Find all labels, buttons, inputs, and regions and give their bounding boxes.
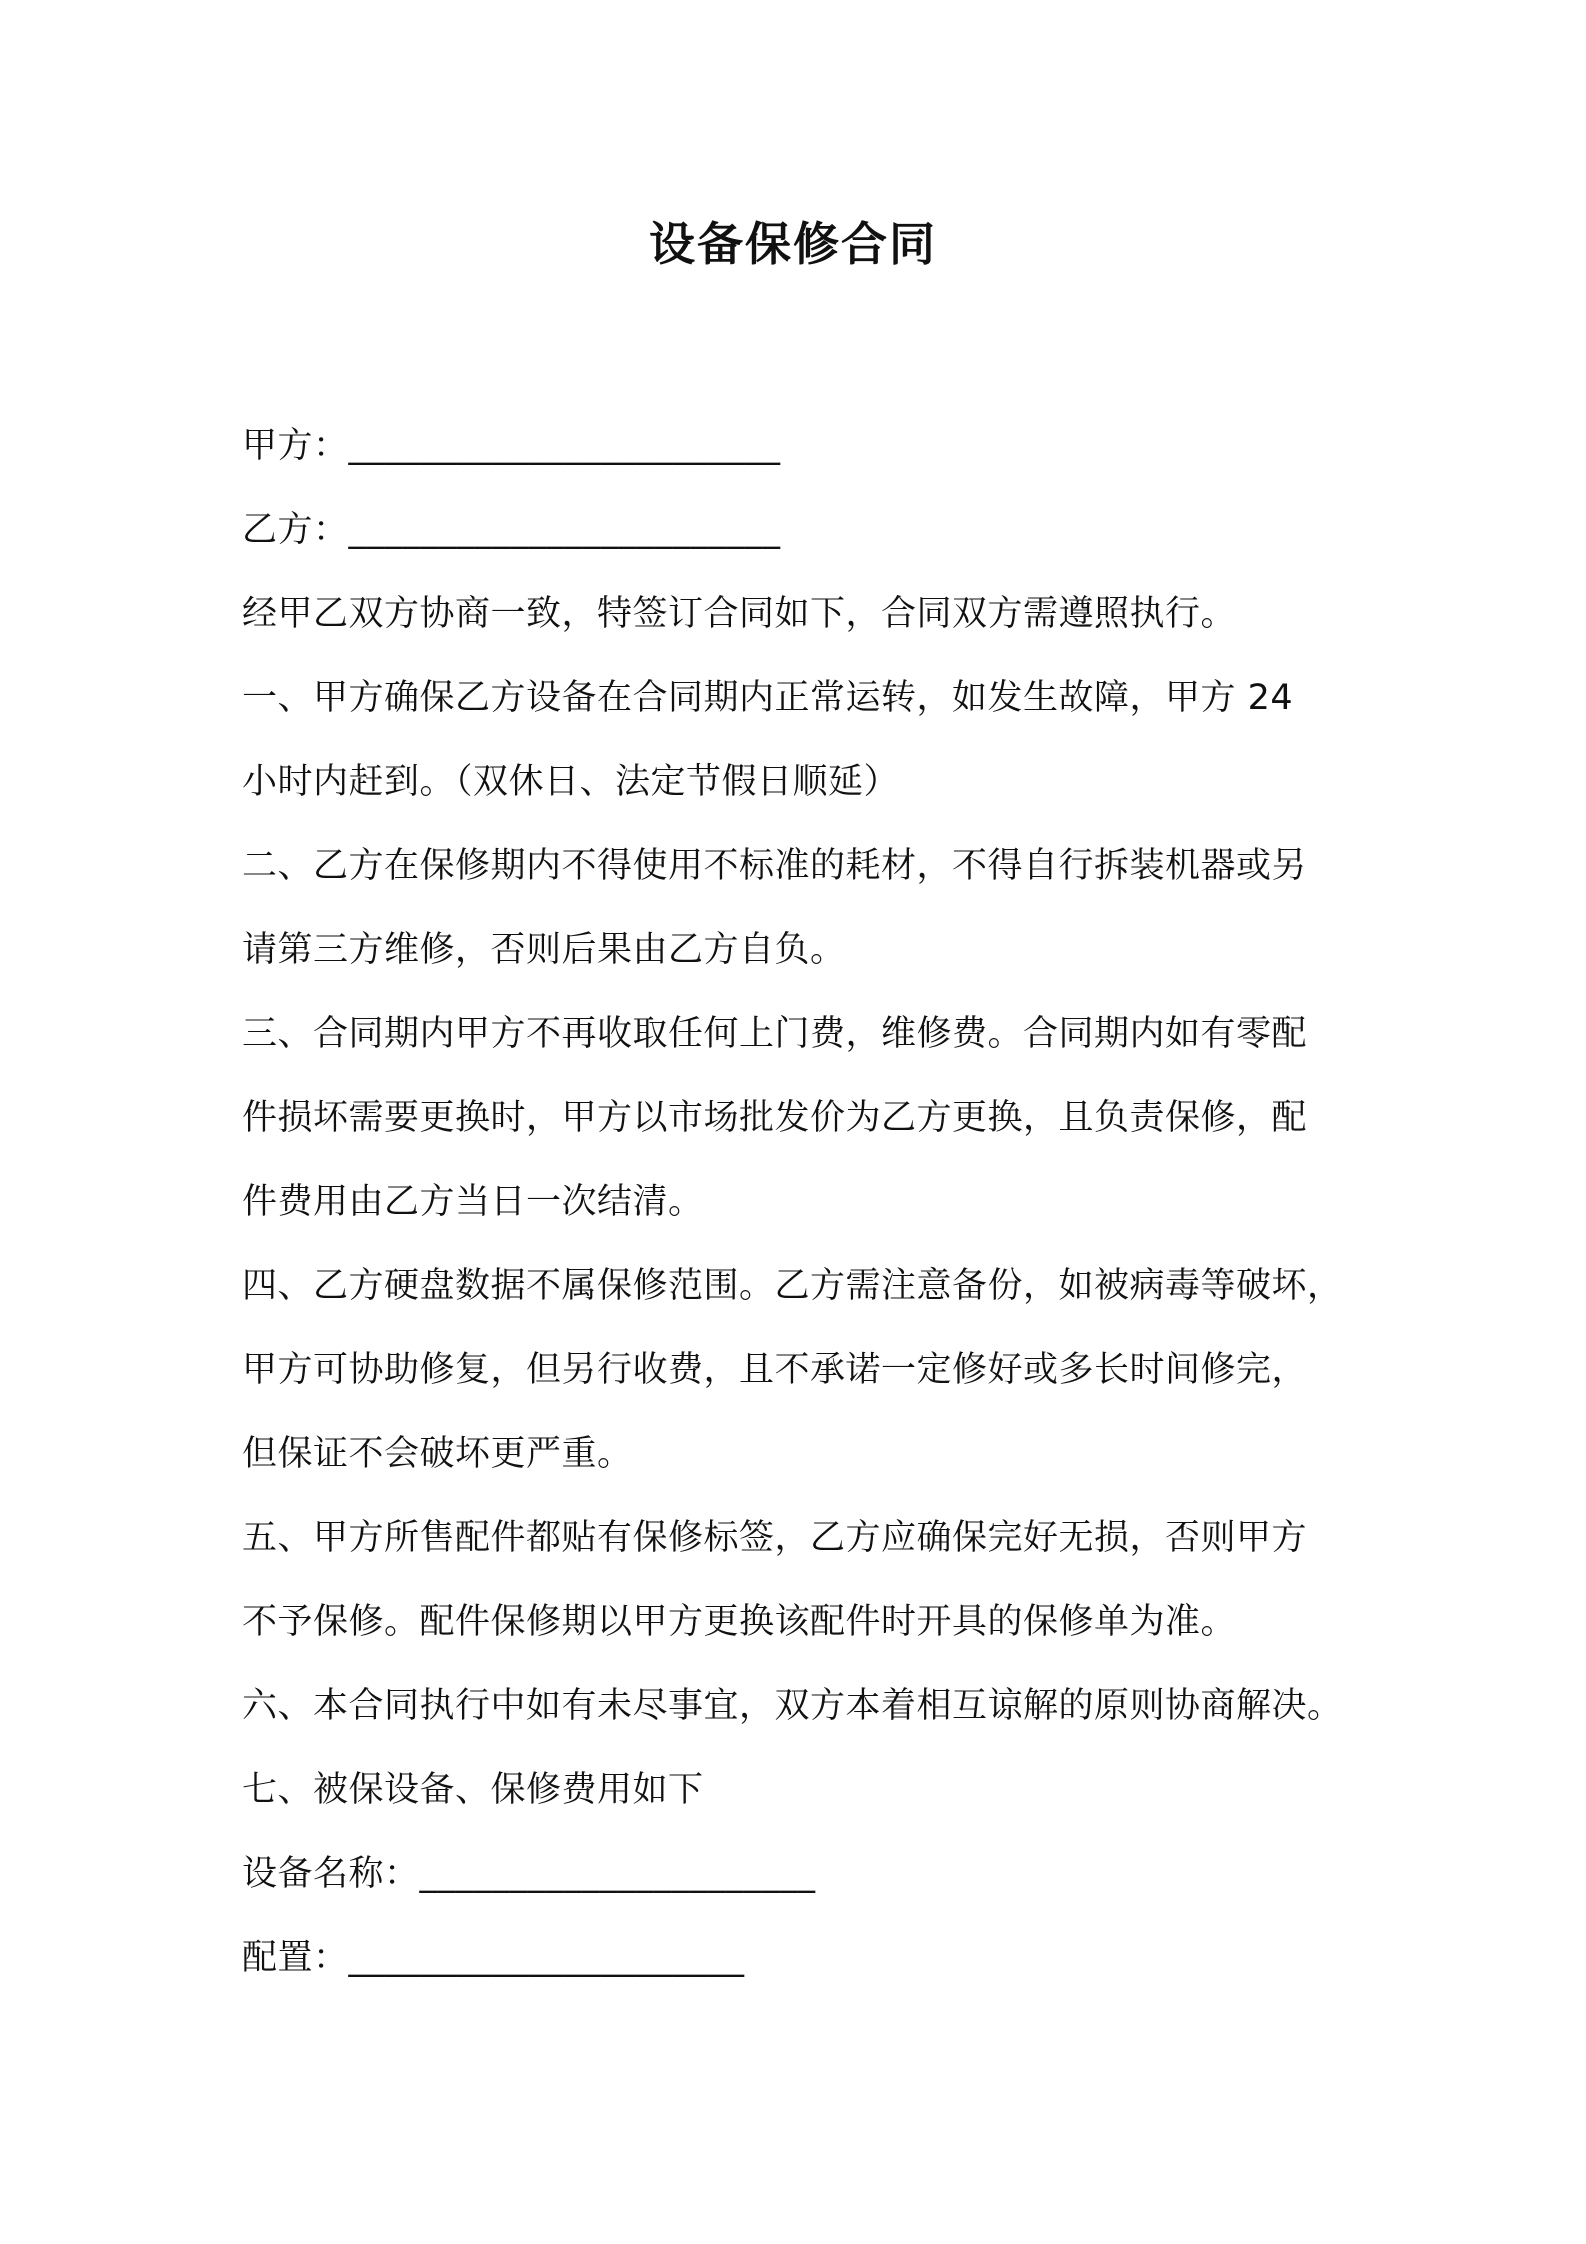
clause-1-line-2: 小时内赶到。（双休日、法定节假日顺延） (242, 762, 900, 802)
preamble-line: 经甲乙双方协商一致，特签订合同如下，合同双方需遵照执行。 (242, 594, 1237, 634)
clause-7-line: 七、被保设备、保修费用如下 (242, 1770, 704, 1810)
device-name-line: 设备名称：______________________ (242, 1854, 816, 1894)
clause-4-line-1: 四、乙方硬盘数据不属保修范围。乙方需注意备份，如被病毒等破坏， (242, 1266, 1343, 1306)
clause-2-line-2: 请第三方维修，否则后果由乙方自负。 (242, 930, 846, 970)
document-title: 设备保修合同 (649, 217, 937, 271)
clause-5-line-2: 不予保修。配件保修期以甲方更换该配件时开具的保修单为准。 (242, 1602, 1237, 1642)
clause-6-line: 六、本合同执行中如有未尽事宜，双方本着相互谅解的原则协商解决。 (242, 1686, 1343, 1726)
clause-4-line-3: 但保证不会破坏更严重。 (242, 1434, 633, 1474)
party-b-line: 乙方：________________________ (242, 510, 781, 550)
clause-4-line-2: 甲方可协助修复，但另行收费，且不承诺一定修好或多长时间修完， (242, 1350, 1308, 1390)
clause-2-line-1: 二、乙方在保修期内不得使用不标准的耗材，不得自行拆装机器或另 (242, 846, 1308, 886)
configuration-line: 配置：______________________ (242, 1938, 745, 1978)
clause-3-line-1: 三、合同期内甲方不再收取任何上门费，维修费。合同期内如有零配 (242, 1014, 1308, 1054)
clause-3-line-3: 件费用由乙方当日一次结清。 (242, 1182, 704, 1222)
document-body (242, 404, 1352, 2000)
clause-1-line-1: 一、甲方确保乙方设备在合同期内正常运转，如发生故障，甲方 24 (242, 678, 1294, 718)
clause-5-line-1: 五、甲方所售配件都贴有保修标签，乙方应确保完好无损，否则甲方 (242, 1518, 1308, 1558)
party-a-line: 甲方：________________________ (242, 426, 781, 466)
clause-3-line-2: 件损坏需要更换时，甲方以市场批发价为乙方更换，且负责保修，配 (242, 1098, 1308, 1138)
